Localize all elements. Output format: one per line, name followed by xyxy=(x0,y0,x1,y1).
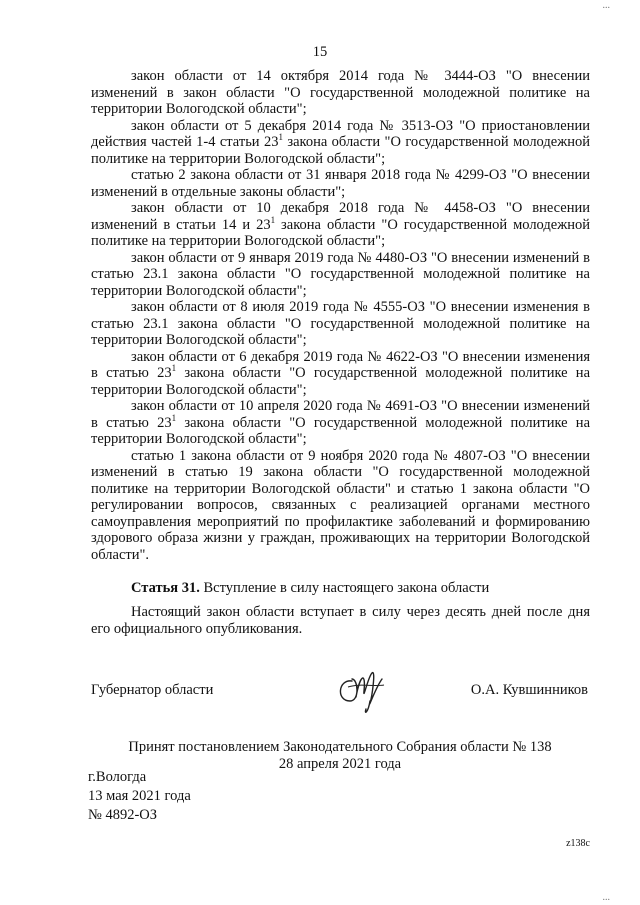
paragraph-text: закон области от 6 декабря 2019 года № 4622-ОЗ "О внесении изменения в статью 23 xyxy=(91,348,590,381)
article-title: Вступление в силу настоящего закона области xyxy=(203,580,490,596)
paragraph-text: закон области от 5 декабря 2014 года № 3513-ОЗ "О приостановлении действия частей 1-4 статьи 23 xyxy=(91,117,590,150)
corner-mark-bottom: ... xyxy=(602,892,610,903)
superscript: 1 xyxy=(278,132,283,143)
law-list-item xyxy=(91,398,590,448)
governor-name: О.А. Кувшинников xyxy=(470,682,588,698)
law-list-item xyxy=(91,299,590,349)
paragraph-text: закон области от 10 декабря 2018 года № 4458-ОЗ "О внесении изменений в статьи 14 и 23 xyxy=(91,200,590,233)
law-list-item xyxy=(91,349,590,399)
law-list-item xyxy=(91,68,590,118)
paragraph-text: закона области "О государственной молодежной политике на территории Вологодской области"; xyxy=(91,216,590,249)
paragraph-text: закона области "О государственной молодежной политике на территории Вологодской области"; xyxy=(91,414,590,447)
law-list-item xyxy=(91,200,590,250)
sign-date: 13 мая 2021 года xyxy=(88,788,191,804)
handwritten-signature xyxy=(330,657,390,717)
paragraph-text: закон области от 14 октября 2014 года № 3444-ОЗ "О внесении изменений в закон области "О государственной молодежной политике на территории Вологодской области"; xyxy=(91,68,590,117)
paragraph-text: закон области от 10 апреля 2020 года № 4691-ОЗ "О внесении изменений в статью 23 xyxy=(91,398,590,431)
paragraph-text: статью 1 закона области от 9 ноября 2020 года № 4807-ОЗ "О внесении изменений в статью 19 закона области "О государственной молодежной политике на территории Вологодской области" и статью 1 закона области "О регулировании вопросов, связанных с реализацией органами местного самоуправления мероприятий по профилактике заболеваний и формированию здорового образа жизни у граждан, проживающих на территории Вологодской области". xyxy=(91,447,590,563)
corner-mark-top: ... xyxy=(602,0,610,11)
superscript: 1 xyxy=(270,214,276,225)
article-heading xyxy=(131,580,489,597)
law-list-item xyxy=(91,167,590,200)
adoption-line-2: 28 апреля 2021 года xyxy=(278,755,402,772)
law-list-item xyxy=(91,250,590,300)
place-and-date xyxy=(88,768,191,825)
superscript: 1 xyxy=(171,412,177,423)
law-number: № 4892-ОЗ xyxy=(88,807,158,823)
adoption-line-1: Принят постановлением Законодательного Собрания области № 138 xyxy=(128,739,552,755)
paragraph-text: закон области от 9 января 2019 года № 4480-ОЗ "О внесении изменений в статью 23.1 закона области "О государственной молодежной политике на территории Вологодской области"; xyxy=(91,249,590,299)
paragraph-text: закон области от 8 июля 2019 года № 4555-ОЗ "О внесении изменения в статью 23.1 закона области "О государственной молодежной политике на территории Вологодской области"; xyxy=(91,299,590,348)
law-list-item xyxy=(91,118,590,168)
paragraph-text: закона области "О государственной молодежной политике на территории Вологодской области"; xyxy=(91,134,590,167)
article-text xyxy=(91,604,590,637)
governor-position: Губернатор области xyxy=(91,682,214,698)
superscript: 1 xyxy=(171,363,177,374)
paragraph-text: статью 2 закона области от 31 января 2018 года № 4299-ОЗ "О внесении изменений в отдельные законы области"; xyxy=(91,167,590,200)
article-label: Статья 31. xyxy=(131,580,200,596)
paragraph-text: закона области "О государственной молодежной политике на территории Вологодской области"; xyxy=(91,365,590,398)
city: г.Вологда xyxy=(88,769,147,785)
article-paragraph: Настоящий закон области вступает в силу через десять дней после дня его официального опубликования. xyxy=(91,604,590,637)
document-code: z138c xyxy=(566,838,590,849)
law-list xyxy=(91,68,590,563)
page-number: 15 xyxy=(312,44,328,60)
law-list-item xyxy=(91,448,590,564)
